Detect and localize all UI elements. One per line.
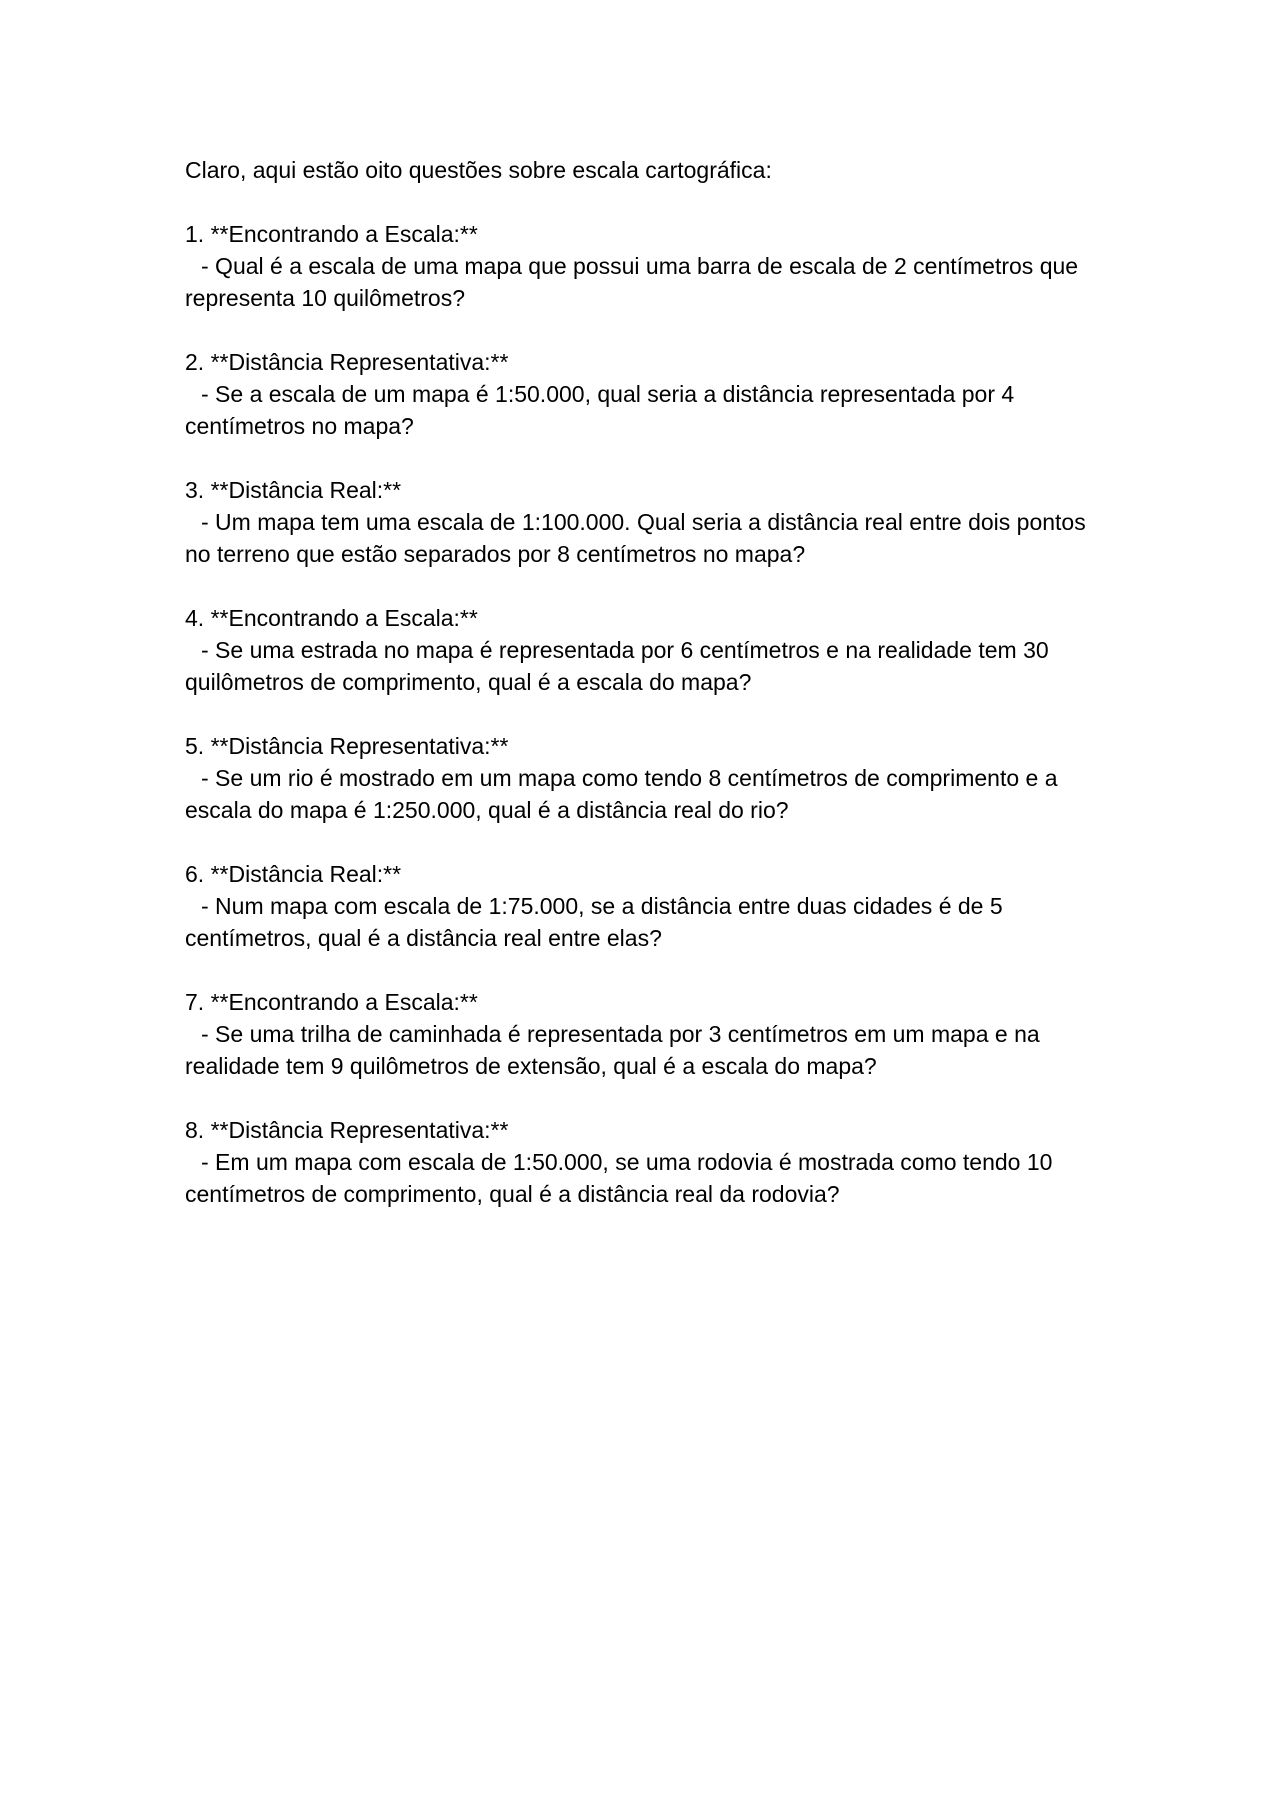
question-heading: 8. **Distância Representativa:** [185, 1117, 509, 1143]
question-text: - Um mapa tem uma escala de 1:100.000. Qual seria a distância real entre dois pontos no terreno que estão separados por 8 centímetros no mapa? [185, 509, 1086, 567]
document-body [185, 154, 1105, 1242]
question-heading: 1. **Encontrando a Escala:** [185, 221, 478, 247]
question-heading: 3. **Distância Real:** [185, 477, 402, 503]
question-text: - Se a escala de um mapa é 1:50.000, qual seria a distância representada por 4 centímetros no mapa? [185, 381, 1015, 439]
question-item [185, 1114, 1105, 1210]
question-text: - Se uma trilha de caminhada é representada por 3 centímetros em um mapa e na realidade tem 9 quilômetros de extensão, qual é a escala do mapa? [185, 1021, 1040, 1079]
question-heading: 5. **Distância Representativa:** [185, 733, 509, 759]
question-heading: 2. **Distância Representativa:** [185, 349, 509, 375]
question-item [185, 602, 1105, 698]
question-text: - Se uma estrada no mapa é representada por 6 centímetros e na realidade tem 30 quilômetros de comprimento, qual é a escala do mapa? [185, 637, 1049, 695]
question-item [185, 986, 1105, 1082]
question-item [185, 346, 1105, 442]
question-item [185, 858, 1105, 954]
question-item [185, 474, 1105, 570]
intro-paragraph: Claro, aqui estão oito questões sobre escala cartográfica: [185, 157, 772, 183]
question-text: - Qual é a escala de uma mapa que possui uma barra de escala de 2 centímetros que representa 10 quilômetros? [185, 253, 1079, 311]
question-text: - Se um rio é mostrado em um mapa como tendo 8 centímetros de comprimento e a escala do mapa é 1:250.000, qual é a distância real do rio? [185, 765, 1058, 823]
question-text: - Em um mapa com escala de 1:50.000, se uma rodovia é mostrada como tendo 10 centímetros de comprimento, qual é a distância real da rodovia? [185, 1149, 1053, 1207]
question-heading: 7. **Encontrando a Escala:** [185, 989, 478, 1015]
question-heading: 6. **Distância Real:** [185, 861, 402, 887]
question-item [185, 218, 1105, 314]
question-text: - Num mapa com escala de 1:75.000, se a distância entre duas cidades é de 5 centímetros, qual é a distância real entre elas? [185, 893, 1003, 951]
question-heading: 4. **Encontrando a Escala:** [185, 605, 478, 631]
question-item [185, 730, 1105, 826]
